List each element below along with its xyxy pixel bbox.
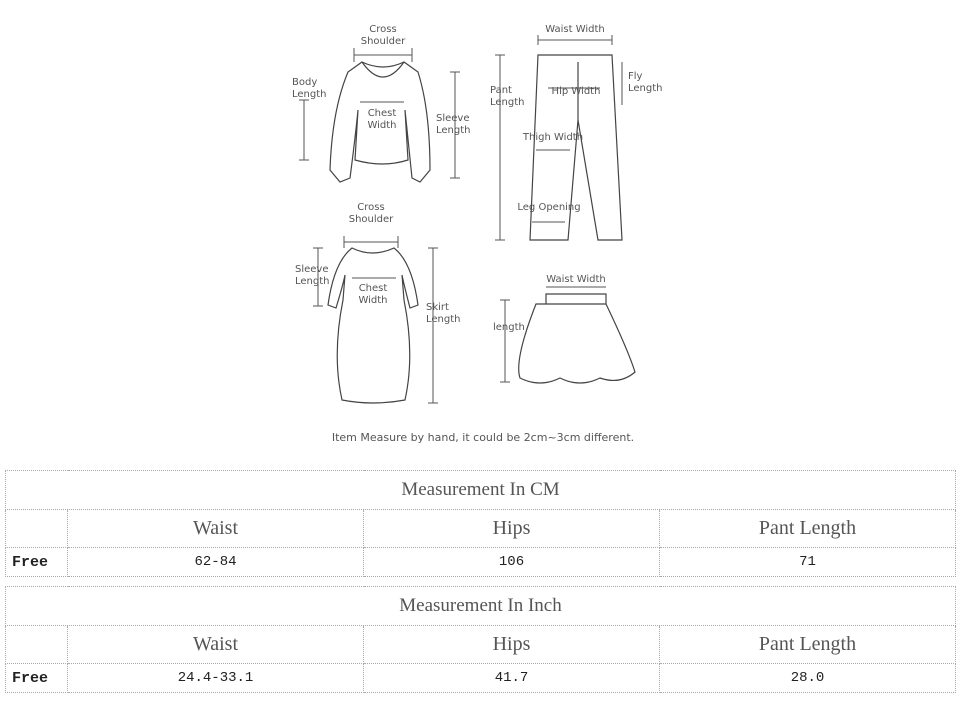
- table-row: [6, 548, 956, 577]
- inch-size-label: Free: [6, 664, 68, 693]
- label-sleeve-length-bottom: Sleeve Length: [295, 264, 330, 287]
- label-chest-width-bottom: Chest Width: [358, 283, 388, 306]
- inch-header-pant-length: Pant Length: [660, 626, 956, 664]
- label-chest-width-top: Chest Width: [367, 108, 397, 131]
- inch-waist-value: 24.4-33.1: [68, 664, 364, 693]
- inch-header-hips: Hips: [364, 626, 660, 664]
- dress-sketch: [328, 248, 418, 403]
- label-cross-shoulder-top: Cross Shoulder: [360, 24, 406, 47]
- label-hip-width: Hip Width: [551, 86, 601, 97]
- label-thigh-width: Thigh Width: [522, 132, 584, 143]
- label-pant-length: Pant Length: [490, 85, 525, 108]
- label-fly-length: Fly Length: [628, 71, 663, 94]
- inch-header-blank: [6, 626, 68, 664]
- label-length: length: [493, 322, 525, 333]
- cm-header-waist: Waist: [68, 510, 364, 548]
- cm-waist-value: 62-84: [68, 548, 364, 577]
- table-row: [6, 664, 956, 693]
- skirt-sketch: [519, 294, 635, 383]
- inch-pant-length-value: 28.0: [660, 664, 956, 693]
- cm-table-title: Measurement In CM: [6, 471, 956, 510]
- inch-header-waist: Waist: [68, 626, 364, 664]
- inch-table-title: Measurement In Inch: [6, 587, 956, 626]
- label-sleeve-length-top: Sleeve Length: [436, 113, 471, 136]
- cm-header-hips: Hips: [364, 510, 660, 548]
- label-skirt-length: Skirt Length: [426, 302, 461, 325]
- inch-table: [5, 586, 956, 693]
- label-cross-shoulder-bottom: Cross Shoulder: [348, 202, 394, 225]
- label-waist-width-bottom: Waist Width: [546, 274, 606, 285]
- cm-pant-length-value: 71: [660, 548, 956, 577]
- cm-header-pant-length: Pant Length: [660, 510, 956, 548]
- inch-hips-value: 41.7: [364, 664, 660, 693]
- label-waist-width-top: Waist Width: [545, 24, 605, 35]
- cm-header-blank: [6, 510, 68, 548]
- measurement-note: Item Measure by hand, it could be 2cm~3cm different.: [331, 431, 635, 444]
- cm-hips-value: 106: [364, 548, 660, 577]
- label-body-length: Body Length: [292, 77, 327, 100]
- label-leg-opening: Leg Opening: [517, 202, 581, 213]
- cm-table: [5, 470, 956, 577]
- cm-size-label: Free: [6, 548, 68, 577]
